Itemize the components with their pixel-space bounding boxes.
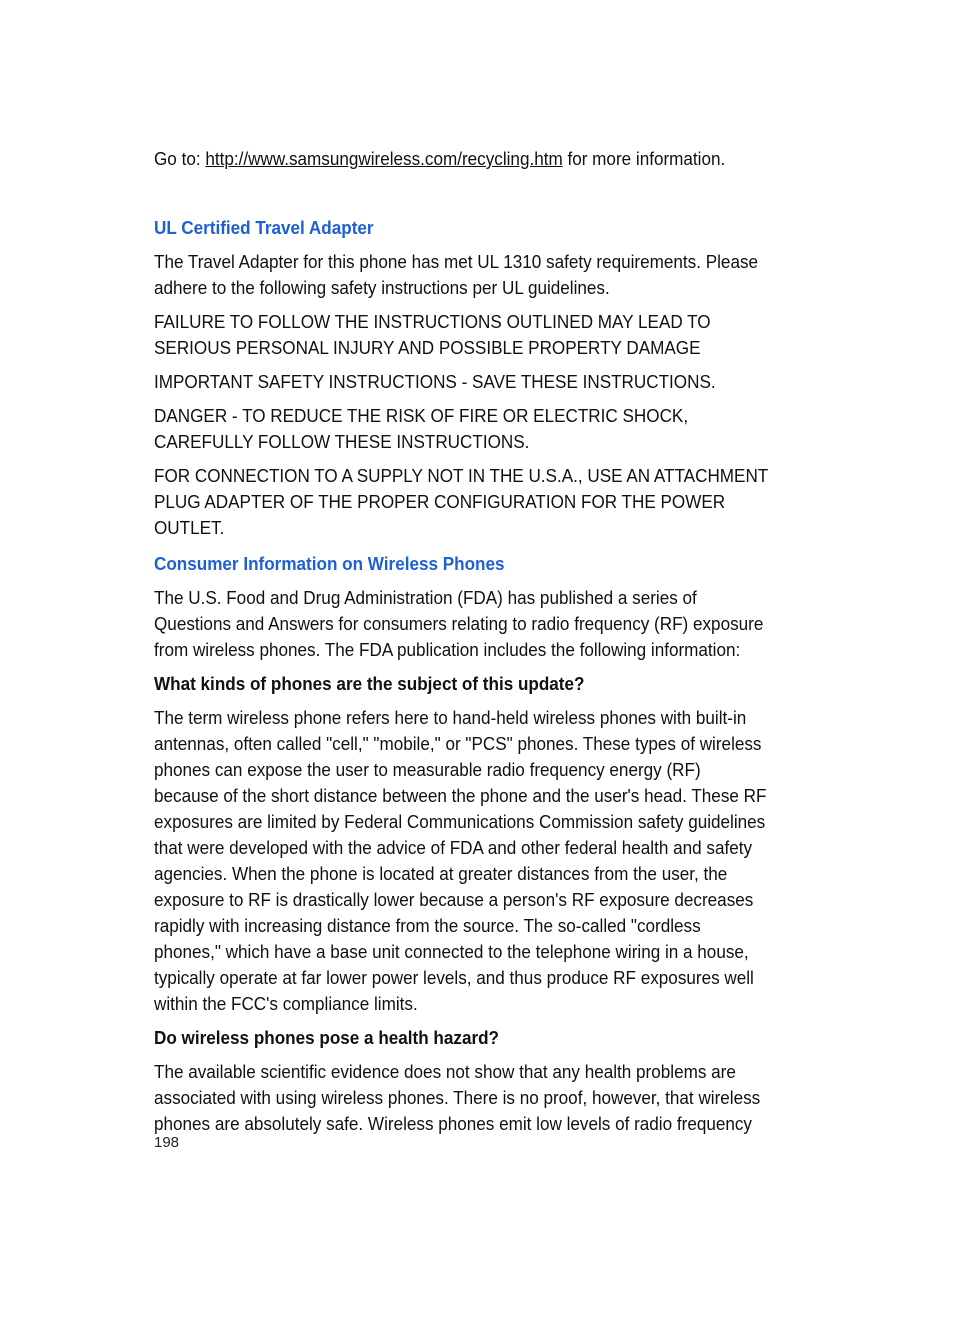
question-health-hazard: Do wireless phones pose a health hazard?	[154, 1027, 500, 1048]
goto-line	[154, 146, 770, 172]
ul-adapter-heading: UL Certified Travel Adapter	[154, 217, 374, 238]
page-number: 198	[154, 1134, 180, 1151]
answer-phone-types: The term wireless phone refers here to hand-held wireless phones with built-in antennas, often called "cell," "mobile," or "PCS" phones. These types of wireless phones can expose the user to measurable radio frequency energy (RF) because of the short distance between the phone and the user's head. These RF exposures are limited by Federal Communications Commission safety guidelines that were developed with the advice of FDA and other federal health and safety agencies. When the phone is located at greater distances from the user, the exposure to RF is drastically lower because a person's RF exposure decreases rapidly with increasing distance from the source. The so-called "cordless phones," which have a base unit connected to the telephone wiring in a house, typically operate at far lower power levels, and thus produce RF exposures well within the FCC's compliance limits.	[154, 707, 767, 1014]
ul-paragraph-2: FAILURE TO FOLLOW THE INSTRUCTIONS OUTLINED MAY LEAD TO SERIOUS PERSONAL INJURY AND POSSIBLE PROPERTY DAMAGE	[154, 311, 711, 358]
answer-health-hazard: The available scientific evidence does not show that any health problems are associated with using wireless phones. There is no proof, however, that wireless phones are absolutely safe. Wireless phones emit low levels of radio frequency	[154, 1061, 761, 1134]
document-page	[154, 146, 770, 1145]
ul-paragraph-5: FOR CONNECTION TO A SUPPLY NOT IN THE U.S.A., USE AN ATTACHMENT PLUG ADAPTER OF THE PROPER CONFIGURATION FOR THE POWER OUTLET.	[154, 465, 768, 538]
ul-paragraph-4: DANGER - TO REDUCE THE RISK OF FIRE OR ELECTRIC SHOCK, CAREFULLY FOLLOW THESE INSTRUCTIONS.	[154, 405, 689, 452]
recycling-link[interactable]: http://www.samsungwireless.com/recycling.htm	[205, 148, 563, 169]
question-phone-types: What kinds of phones are the subject of this update?	[154, 673, 585, 694]
goto-suffix: for more information.	[562, 148, 726, 169]
goto-prefix: Go to:	[154, 148, 206, 169]
ul-paragraph-1: The Travel Adapter for this phone has met UL 1310 safety requirements. Please adhere to the following safety instructions per UL guidelines.	[154, 251, 759, 298]
consumer-intro-paragraph: The U.S. Food and Drug Administration (FDA) has published a series of Questions and Answers for consumers relating to radio frequency (RF) exposure from wireless phones. The FDA publication includes the following information:	[154, 587, 764, 660]
ul-paragraph-3: IMPORTANT SAFETY INSTRUCTIONS - SAVE THESE INSTRUCTIONS.	[154, 371, 716, 392]
consumer-info-heading: Consumer Information on Wireless Phones	[154, 553, 505, 574]
